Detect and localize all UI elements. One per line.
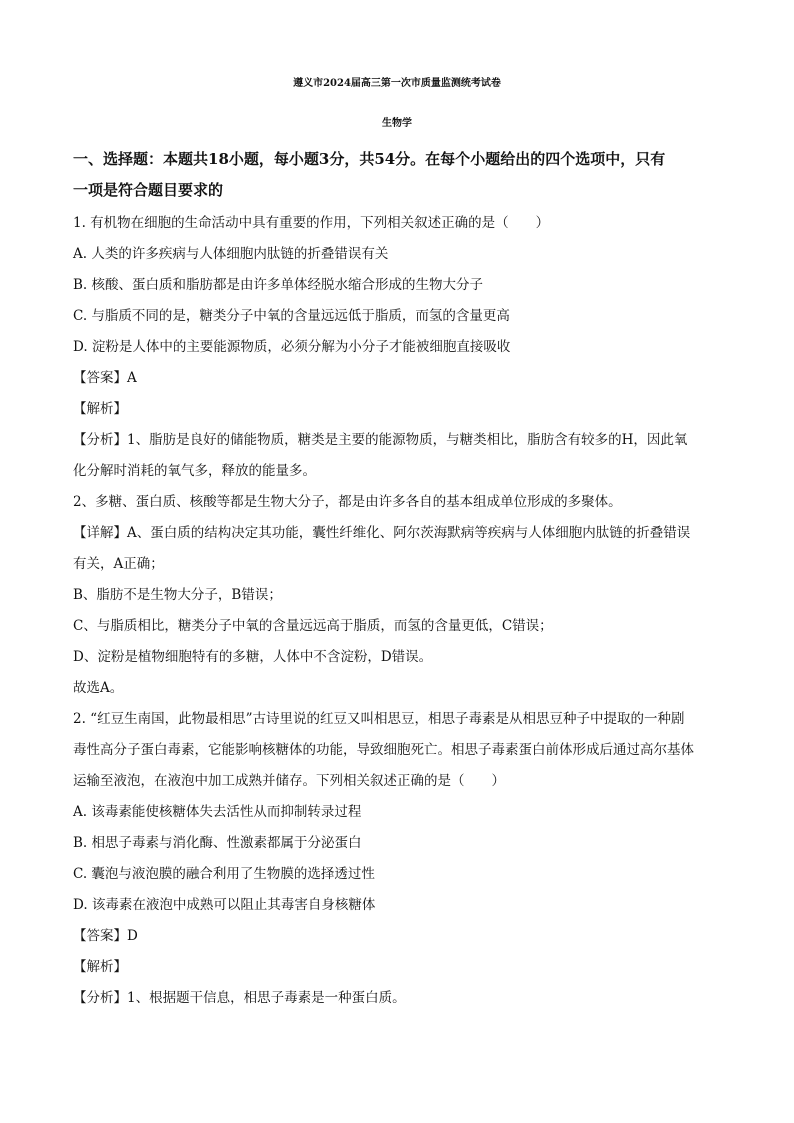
q1-explain-line: C、与脂质相比，糖类分子中氧的含量远远高于脂质，而氢的含量更低，C错误； (73, 618, 553, 634)
q2-answer: 【答案】D (73, 928, 138, 944)
q1-explain-line: 故选A。 (73, 680, 124, 696)
q1-option-b: B. 核酸、蛋白质和脂肪都是由许多单体经脱水缩合形成的生物大分子 (73, 277, 484, 293)
q2-stem-line: 运输至液泡，在液泡中加工成熟并储存。下列相关叙述正确的是（ ） (73, 773, 505, 789)
q1-explain-line: 2、多糖、蛋白质、核酸等都是生物大分子，都是由许多各自的基本组成单位形成的多聚体。 (73, 494, 622, 510)
q2-option-c: C. 囊泡与液泡膜的融合利用了生物膜的选择透过性 (73, 866, 375, 882)
exam-title: 遵义市2024届高三第一次市质量监测统考试卷 (293, 78, 501, 89)
section-heading-line-1: 一、选择题：本题共18小题，每小题3分，共54分。在每个小题给出的四个选项中，只有 (73, 150, 666, 168)
q2-option-a: A. 该毒素能使核糖体失去活性从而抑制转录过程 (73, 804, 362, 820)
q1-option-c: C. 与脂质不同的是，糖类分子中氧的含量远远低于脂质，而氢的含量更高 (73, 308, 510, 324)
q1-stem: 1. 有机物在细胞的生命活动中具有重要的作用，下列相关叙述正确的是（ ） (73, 215, 550, 231)
section-heading-line-2: 一项是符合题目要求的 (73, 181, 224, 199)
q2-option-d: D. 该毒素在液泡中成熟可以阻止其毒害自身核糖体 (73, 897, 376, 913)
q1-option-d: D. 淀粉是人体中的主要能源物质，必须分解为小分子才能被细胞直接吸收 (73, 339, 511, 355)
q2-explain-line: 【分析】1、根据题干信息，相思子毒素是一种蛋白质。 (73, 990, 406, 1006)
q1-option-a: A. 人类的许多疾病与人体细胞内肽链的折叠错误有关 (73, 246, 389, 262)
q1-explain-line: 有关，A正确； (73, 556, 164, 572)
q1-analysis-label: 【解析】 (73, 401, 127, 417)
q1-explain-line: 【分析】1、脂肪是良好的储能物质，糖类是主要的能源物质，与糖类相比，脂肪含有较多的H，因此氧 (73, 432, 688, 448)
q1-explain-line: D、淀粉是植物细胞特有的多糖，人体中不含淀粉，D错误。 (73, 649, 433, 665)
q1-explain-line: 【详解】A、蛋白质的结构决定其功能，囊性纤维化、阿尔茨海默病等疾病与人体细胞内肽链的折叠错误 (73, 525, 691, 541)
q1-explain-line: B、脂肪不是生物大分子，B错误； (73, 587, 282, 603)
q1-explain-line: 化分解时消耗的氧气多，释放的能量多。 (73, 463, 316, 479)
q2-stem-line: 2. “红豆生南国，此物最相思”古诗里说的红豆又叫相思豆，相思子毒素是从相思豆种子中提取的一种剧 (73, 711, 685, 727)
q1-answer: 【答案】A (73, 370, 137, 386)
q2-analysis-label: 【解析】 (73, 959, 127, 975)
q2-option-b: B. 相思子毒素与消化酶、性激素都属于分泌蛋白 (73, 835, 362, 851)
q2-stem-line: 毒性高分子蛋白毒素，它能影响核糖体的功能，导致细胞死亡。相思子毒素蛋白前体形成后通过高尔基体 (73, 742, 694, 758)
subject-title: 生物学 (382, 118, 412, 129)
